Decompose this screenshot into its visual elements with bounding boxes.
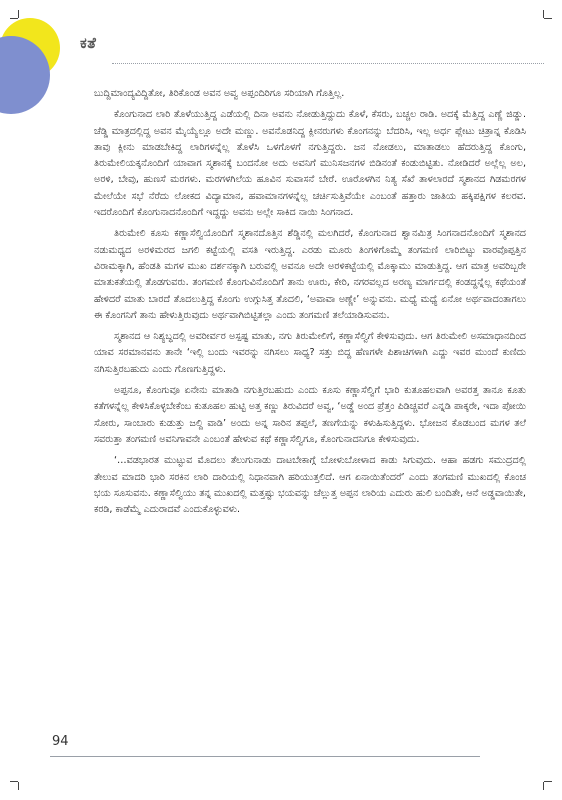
- footer-divider: [50, 756, 480, 757]
- story-body: [94, 86, 526, 518]
- crop-mark: [543, 782, 544, 790]
- paragraph: ಅಪ್ಪನೂ, ಕೊಂಗುವೂ ಏನೇನು ಮಾತಾಡಿ ನಗುತ್ತಿರಬಹುದು ಎಂದು ಕೂಸು ಕಣ್ಣಾಸೆಲ್ವಿಗೆ ಭಾರಿ ಕುತೂಹಲವಾಗಿ ಅವರತ್ತ ತಾನೂ ಕೂತು ಕತೆಗಳನ್ನೆಲ್ಲ ಕೇಳಿಸಿಕೊಳ್ಳಬೇಕೆಂಬ ಕುತೂಹಲ ಹುಟ್ಟಿ ಅತ್ತ ಕಣ್ಣು ತಿರುವಿದರೆ ಅವ್ವ, ‘ಅಡ್ಡೆ ಅಂದ ಪ್ರೆತ್ತಂ ಪಿಡಿಚ್ಚವರೆ ಎನ್ನಡಿ ಪಾಕ್ಕರೇ, ಇದಾ ಪೋಯಿ ಸೋರು, ಸಾಂಬಾರು ಕುಡುತ್ತು ಜಲ್ದಿ ವಾಡಿ’ ಅಂದು ಅನ್ನ ಸಾರಿನ ತಪ್ಪಲೆ, ತಣಗೆಯನ್ನು ಕಳುಹಿಸುತ್ತಿದ್ದಳು. ಭೋಜನ ಕೊಡಬಂದ ಮಗಳ ತಲೆ ಸವರುತ್ತಾ ತಂಗಮಣಿ ಅವನಿಗಾವನೇ ಎಂಬಂತೆ ಹೇಳುವ ಕಥೆ ಕಣ್ಣಾಸೆಲ್ವಿಗೂ, ಕೊಂಗುನಾದನಿಗೂ ಕೇಳಿಸುವುದು.: [94, 385, 526, 445]
- paragraph: ಬುದ್ದಿಮಾಂದ್ಯವಿದ್ದಿತೋ, ತಿರಿಕೊಂಡ ಅವನ ಅವ್ವ ಅಪ್ಪಂದಿರಿಗೂ ಸರಿಯಾಗಿ ಗೊತ್ತಿಲ್ಲ.: [94, 88, 345, 99]
- crop-mark: [18, 782, 19, 790]
- crop-mark: [544, 781, 552, 782]
- crop-mark: [10, 18, 18, 19]
- header-divider: [112, 63, 544, 64]
- page-number: 94: [52, 734, 69, 749]
- crop-mark: [10, 781, 18, 782]
- crop-mark: [18, 10, 19, 18]
- paragraph: ಸ್ಮಶಾನದ ಆ ನಿಶ್ಯಬ್ಧದಲ್ಲಿ ಅವರೀರ್ವರ ಅಸ್ಪಷ್ಟ ಮಾತು, ನಗು ತಿರುಮೇಲಿಗೆ, ಕಣ್ಣಾಸೆಲ್ವಿಗೆ ಕೇಳಿಸುವುದು. ಆಗ ತಿರುಮೇಲಿ ಅಸಮಾಧಾನದಿಂದ ಯಾವ ಸರಮಾನವನು ತಾನೇ ‘ಇಲ್ಲಿ ಬಂದು ಇವರನ್ನು ನಗಿಸಲು ಸಾಧ್ಯ? ಸತ್ತು ಬಿದ್ದ ಹೆಣಗಳೇ ಪಿಶಾಚಿಗಳಾಗಿ ಎದ್ದು ಇವರ ಮುಂದೆ ಕುಣಿದು ನಗಿಸುತ್ತಿರಬಹುದು ಎಂದು ಗೊಣಗುತ್ತಿದ್ದಳು.: [94, 331, 526, 375]
- paragraph: ಕೊಂಗುನಾದ ಲಾರಿ ತೊಳೆಯುತ್ತಿದ್ದ ಎಡೆಯಲ್ಲಿ ದಿನಾ ಅವನು ನೋಡುತ್ತಿದ್ದುದು ಕೊಳೆ, ಕೆಸರು, ಬಚ್ಚಲ ರಾಡಿ. ಅದಕ್ಕೆ ಮೆತ್ತಿದ್ದ ಎಣ್ಣೆ ಜಿಡ್ಡು. ಚೆಡ್ಡಿ ಮಾತ್ರದಲ್ಲಿದ್ದ ಅವನ ಮೈಯ್ಯೆಲ್ಲೂ ಅದೇ ಮಣ್ಣು. ಅವನೊಡನಿದ್ದ ಕ್ಲೀನರುಗಳು ಕೊಂಗನನ್ನು ಬೆದರಿಸಿ, ಇಲ್ಲ ಅರ್ಧ ಪ್ಲೇಟು ಚಿತ್ರಾನ್ನ ಕೊಡಿಸಿ ತಾವು ಕ್ಲೀನು ಮಾಡಬೇಕಿದ್ದ ಲಾರಿಗಳನ್ನೆಲ್ಲ ತೊಳೆಸಿ ಒಳಗೊಳಗೆ ನಗುತ್ತಿದ್ದರು. ಜನ ನೋಡಲು, ಮಾತಾಡಲು ಹೆದರುತ್ತಿದ್ದ ಕೊಂಗು, ತಿರುಮೇಲಿಯಕ್ಕನೊಂದಿಗೆ ಯಾವಾಗ ಸ್ಮಶಾನಕ್ಕೆ ಬಂದನೋ ಅದು ಅವನಿಗೆ ಮುನಿಸಜನಗಳ ಬಿಡಿನಂತೆ ಕಂಡುಬಿಟ್ಟಿತು. ನೋಡಿದರೆ ಅಲ್ಲೆಲ್ಲ ಅಲ, ಅರಳಿ, ಬೇವು, ಹುಣಸೆ ಮರಗಳು. ಮರಗಳಗಿಲೆಯ ಹೂವಿನ ಸುವಾಸನೆ ಬೇರೆ. ಊರೊಳಗಿನ ನಿತ್ಯ ಸೆಖೆ ತಾಳಲಾರದೆ ಸ್ಮಶಾನದ ಗಿಡಮರಗಳ ಮೇಲೆಯೇ ಸಭೆ ನೆರೆದು ಲೋಕದ ವಿದ್ಯಾಮಾನ, ಹವಾಮಾನಗಳನ್ನೆಲ್ಲ ಚರ್ಚಿಸುತ್ತಿವೆಯೇ ಎಂಬಂತೆ ಹತ್ತಾರು ಜಾತಿಯ ಹಕ್ಕಿಪಕ್ಷಿಗಳ ಕಲರವ. ಇದರೊಂದಿಗೆ ಕೊಂಗುನಾದನೊಂದಿಗೆ ಇದ್ದದ್ದು ಅವನು ಅಲ್ಲೇ ಸಾಕಿದ ನಾಯಿ ಸಿಂಗನಾದ.: [94, 109, 526, 219]
- paragraph: ‘…ವಡಭಾರತ ಮುಟ್ಟುವ ಮೊದಲು ತೆಲುಗುನಾಡು ದಾಟಬೇಕಾಗ್ಗೆ ಬೋಳುಬೋಳಾದ ಕಾಡು ಸಿಗುವುದು. ಆಹಾ ಹಡಗು ಸಮುದ್ರದಲ್ಲಿ ತೇಲುವ ಮಾದರಿ ಭಾರಿ ಸರಕಿನ ಲಾರಿ ದಾರಿಯಲ್ಲಿ ನಿಧಾನವಾಗಿ ಹರಿಯುತ್ತಲಿದೆ. ಆಗ ಏನಾಯಿತೆಂದರೆ’ ಎಂದು ತಂಗಮಣಿ ಮುಖದಲ್ಲಿ ಕೊಂಚ ಭಯ ಸೂಸುವನು. ಕಣ್ಣಾಸೆಲ್ವಿಯು ತನ್ನ ಮುಖದಲ್ಲಿ ಮತ್ತಷ್ಟು ಭಯವನ್ನು ಚೆಲ್ಲುತ್ತ ಅಪ್ಪನ ಲಾರಿಯ ಎದುರು ಹುಲಿ ಬಂದಿತೇ, ಆನೆ ಅಡ್ಡವಾಯಿತೇ, ಕರಡಿ, ಕಾಡೆಮ್ಮೆ ಎದುರಾದವೆ ಎಂದುಕೊಳ್ಳುವಳು.: [94, 455, 526, 516]
- paragraph: ತಿರುಮೇಲಿ ಕೂಸು ಕಣ್ಣಾಸೆಲ್ವಿಯೊಂದಿಗೆ ಸ್ಮಶಾನದೊತ್ತಿನ ಶೆಡ್ಡಿನಲ್ಲಿ ಮಲಗಿದರೆ, ಕೊಂಗುನಾದ ಶ್ವಾನಮಿತ್ರ ಸಿಂಗನಾದನೊಂದಿಗೆ ಸ್ಮಶಾನದ ನಡುಮಧ್ಯದ ಅರಳಿಮರದ ಜಗಲಿ ಕಟ್ಟೆಯಲ್ಲಿ ವಸತಿ ಇರುತ್ತಿದ್ದ. ಎರಡು ಮೂರು ತಿಂಗಳಿಗೊಮ್ಮೆ ತಂಗಮಣಿ ಲಾರಿಬಿಟ್ಟು ವಾರವೊಪ್ಪತ್ತಿನ ವಿರಾಮಕ್ಕಾಗಿ, ಹೆಂಡತಿ ಮಗಳ ಮುಖ ದರ್ಶನಕ್ಕಾಗಿ ಬರುವಲ್ಲಿ ಅವನೂ ಅದೇ ಅರಳಿಕಟ್ಟೆಯಲ್ಲಿ ಮೊಕ್ಕಾಮು ಮಾಡುತ್ತಿದ್ದ. ಆಗ ಮಾತ್ರ ಅವರಿಬ್ಬರೇ ಮಾತುಕತೆಯಲ್ಲಿ ತೊಡಗುವರು. ತಂಗಮಣಿ ಕೊಂಗುವಿನೊಂದಿಗೆ ತಾನು ಊರು, ಕೇರಿ, ನಗರವಲ್ಲದ ಅರಣ್ಯ ಮಾರ್ಗದಲ್ಲಿ ಕಂಡದ್ದನ್ನೆಲ್ಲ ಕಥೆಯಂತೆ ಹೇಳಿದರೆ ಮಾತು ಬಾರದೆ ತೊದಲುತ್ತಿದ್ದ ಕೊಂಗು ಉಗ್ಗುಸಿತ್ತ ತೊದಲಿ, ‘ಅವಾವಾ ಅಣ್ಣೇ’ ಅನ್ನುವನು. ಮಧ್ಯೆ ಮಧ್ಯೆ ಏನೋ ಅರ್ಥವಾದಂತಾಗಲು ಈ ಕೊಂಗನಿಗೆ ತಾನು ಹೇಳುತ್ತಿರುವುದು ಅರ್ಥವಾಗಿಬಿಟ್ಟಿತಲ್ಲಾ ಎಂದು ತಂಗಮಣಿ ತಲೆಯಾಡಿಸುವನು.: [94, 228, 526, 321]
- section-title: ಕತೆ: [80, 34, 97, 52]
- crop-mark: [544, 18, 552, 19]
- crop-mark: [543, 10, 544, 18]
